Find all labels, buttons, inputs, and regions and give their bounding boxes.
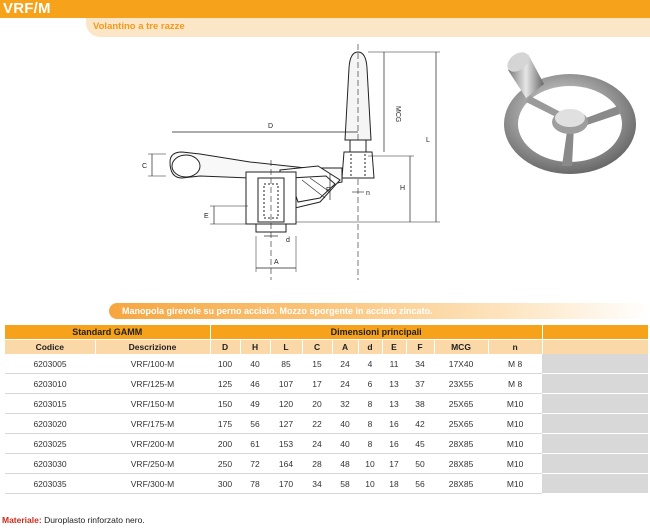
cell-d: 10 xyxy=(358,474,382,494)
cell-F: 45 xyxy=(406,434,434,454)
table-row xyxy=(5,394,648,414)
cell-n: M10 xyxy=(488,474,542,494)
cell-n: M10 xyxy=(488,414,542,434)
cell-A: 40 xyxy=(332,434,358,454)
label-MCG: MCG xyxy=(394,106,401,123)
cell-MCG: 23X55 xyxy=(434,374,488,394)
col-n: n xyxy=(488,340,542,355)
cell-L: 107 xyxy=(270,374,302,394)
cell-H: 61 xyxy=(240,434,270,454)
cell-D: 150 xyxy=(210,394,240,414)
label-H: H xyxy=(400,185,406,192)
label-L: L xyxy=(426,137,430,144)
row-side-cell xyxy=(542,434,648,454)
cell-H: 49 xyxy=(240,394,270,414)
cell-d: 8 xyxy=(358,394,382,414)
table-row xyxy=(5,474,648,494)
col-codice: Codice xyxy=(5,340,95,355)
cell-L: 85 xyxy=(270,354,302,374)
cell-A: 24 xyxy=(332,354,358,374)
description-text: Manopola girevole su perno acciaio. Mozzo sporgente in acciaio zincato. xyxy=(122,306,433,316)
cell-MCG: 25X65 xyxy=(434,394,488,414)
cell-MCG: 25X65 xyxy=(434,414,488,434)
col-L: L xyxy=(270,340,302,355)
table-row xyxy=(5,434,648,454)
cell-descrizione: VRF/100-M xyxy=(95,354,210,374)
col-F: F xyxy=(406,340,434,355)
cell-C: 22 xyxy=(302,414,332,434)
cell-D: 250 xyxy=(210,454,240,474)
cell-H: 78 xyxy=(240,474,270,494)
cell-F: 42 xyxy=(406,414,434,434)
label-n: n xyxy=(366,190,370,197)
cell-descrizione: VRF/150-M xyxy=(95,394,210,414)
cell-F: 37 xyxy=(406,374,434,394)
row-side-cell xyxy=(542,474,648,494)
cell-E: 16 xyxy=(382,414,406,434)
cell-D: 300 xyxy=(210,474,240,494)
table-row xyxy=(5,414,648,434)
title-bar xyxy=(0,0,650,18)
row-side-cell xyxy=(542,414,648,434)
material-text: Duroplasto rinforzato nero. xyxy=(44,515,145,525)
table-row xyxy=(5,454,648,474)
cell-descrizione: VRF/200-M xyxy=(95,434,210,454)
cell-d: 8 xyxy=(358,414,382,434)
col-d: d xyxy=(358,340,382,355)
table-row xyxy=(5,354,648,374)
cell-C: 28 xyxy=(302,454,332,474)
col-descrizione: Descrizione xyxy=(95,340,210,355)
cell-n: M 8 xyxy=(488,374,542,394)
group-dimensions: Dimensioni principali xyxy=(210,325,542,340)
cell-d: 10 xyxy=(358,454,382,474)
label-C: C xyxy=(142,163,148,170)
cell-descrizione: VRF/125-M xyxy=(95,374,210,394)
cell-descrizione: VRF/175-M xyxy=(95,414,210,434)
cell-E: 16 xyxy=(382,434,406,454)
cell-n: M10 xyxy=(488,454,542,474)
cell-n: M10 xyxy=(488,434,542,454)
label-F: F xyxy=(326,187,331,194)
cell-descrizione: VRF/250-M xyxy=(95,454,210,474)
cell-n: M 8 xyxy=(488,354,542,374)
cell-d: 8 xyxy=(358,434,382,454)
col-H: H xyxy=(240,340,270,355)
technical-drawing xyxy=(130,40,470,290)
label-E: E xyxy=(204,213,209,220)
cell-MCG: 28X85 xyxy=(434,434,488,454)
cell-C: 17 xyxy=(302,374,332,394)
cell-A: 40 xyxy=(332,414,358,434)
cell-H: 56 xyxy=(240,414,270,434)
cell-F: 38 xyxy=(406,394,434,414)
product-title: VRF/M xyxy=(3,0,51,17)
cell-D: 175 xyxy=(210,414,240,434)
cell-A: 24 xyxy=(332,374,358,394)
cell-codice: 6203020 xyxy=(5,414,95,434)
cell-E: 18 xyxy=(382,474,406,494)
cell-codice: 6203015 xyxy=(5,394,95,414)
cell-A: 48 xyxy=(332,454,358,474)
cell-D: 200 xyxy=(210,434,240,454)
material-label: Materiale: xyxy=(2,515,42,525)
cell-descrizione: VRF/300-M xyxy=(95,474,210,494)
cell-A: 32 xyxy=(332,394,358,414)
cell-F: 56 xyxy=(406,474,434,494)
cell-n: M10 xyxy=(488,394,542,414)
cell-MCG: 28X85 xyxy=(434,474,488,494)
row-side-cell xyxy=(542,454,648,474)
cell-L: 153 xyxy=(270,434,302,454)
cell-C: 15 xyxy=(302,354,332,374)
cell-E: 13 xyxy=(382,374,406,394)
cell-MCG: 17X40 xyxy=(434,354,488,374)
col-D: D xyxy=(210,340,240,355)
product-subtitle: Volantino a tre razze xyxy=(93,21,185,32)
header-spacer-2 xyxy=(542,340,648,355)
cell-L: 164 xyxy=(270,454,302,474)
cell-L: 127 xyxy=(270,414,302,434)
cell-C: 24 xyxy=(302,434,332,454)
table-row xyxy=(5,374,648,394)
cell-MCG: 28X85 xyxy=(434,454,488,474)
cell-L: 120 xyxy=(270,394,302,414)
material-note xyxy=(2,515,145,525)
cell-A: 58 xyxy=(332,474,358,494)
cell-codice: 6203030 xyxy=(5,454,95,474)
cell-codice: 6203025 xyxy=(5,434,95,454)
header-spacer xyxy=(542,325,648,340)
cell-H: 46 xyxy=(240,374,270,394)
col-C: C xyxy=(302,340,332,355)
row-side-cell xyxy=(542,374,648,394)
cell-F: 34 xyxy=(406,354,434,374)
cell-codice: 6203010 xyxy=(5,374,95,394)
cell-C: 20 xyxy=(302,394,332,414)
cell-F: 50 xyxy=(406,454,434,474)
cell-C: 34 xyxy=(302,474,332,494)
cell-H: 40 xyxy=(240,354,270,374)
label-D: D xyxy=(268,123,274,130)
handwheel-photo xyxy=(492,40,642,180)
label-A: A xyxy=(274,259,279,266)
cell-d: 6 xyxy=(358,374,382,394)
cell-codice: 6203005 xyxy=(5,354,95,374)
dimensions-table xyxy=(5,325,648,494)
row-side-cell xyxy=(542,394,648,414)
cell-L: 170 xyxy=(270,474,302,494)
group-standard: Standard GAMM xyxy=(5,325,210,340)
cell-E: 13 xyxy=(382,394,406,414)
cell-d: 4 xyxy=(358,354,382,374)
cell-H: 72 xyxy=(240,454,270,474)
col-A: A xyxy=(332,340,358,355)
col-MCG: MCG xyxy=(434,340,488,355)
cell-D: 125 xyxy=(210,374,240,394)
cell-E: 17 xyxy=(382,454,406,474)
cell-E: 11 xyxy=(382,354,406,374)
col-E: E xyxy=(382,340,406,355)
row-side-cell xyxy=(542,354,648,374)
cell-D: 100 xyxy=(210,354,240,374)
label-d: d xyxy=(286,237,290,244)
cell-codice: 6203035 xyxy=(5,474,95,494)
